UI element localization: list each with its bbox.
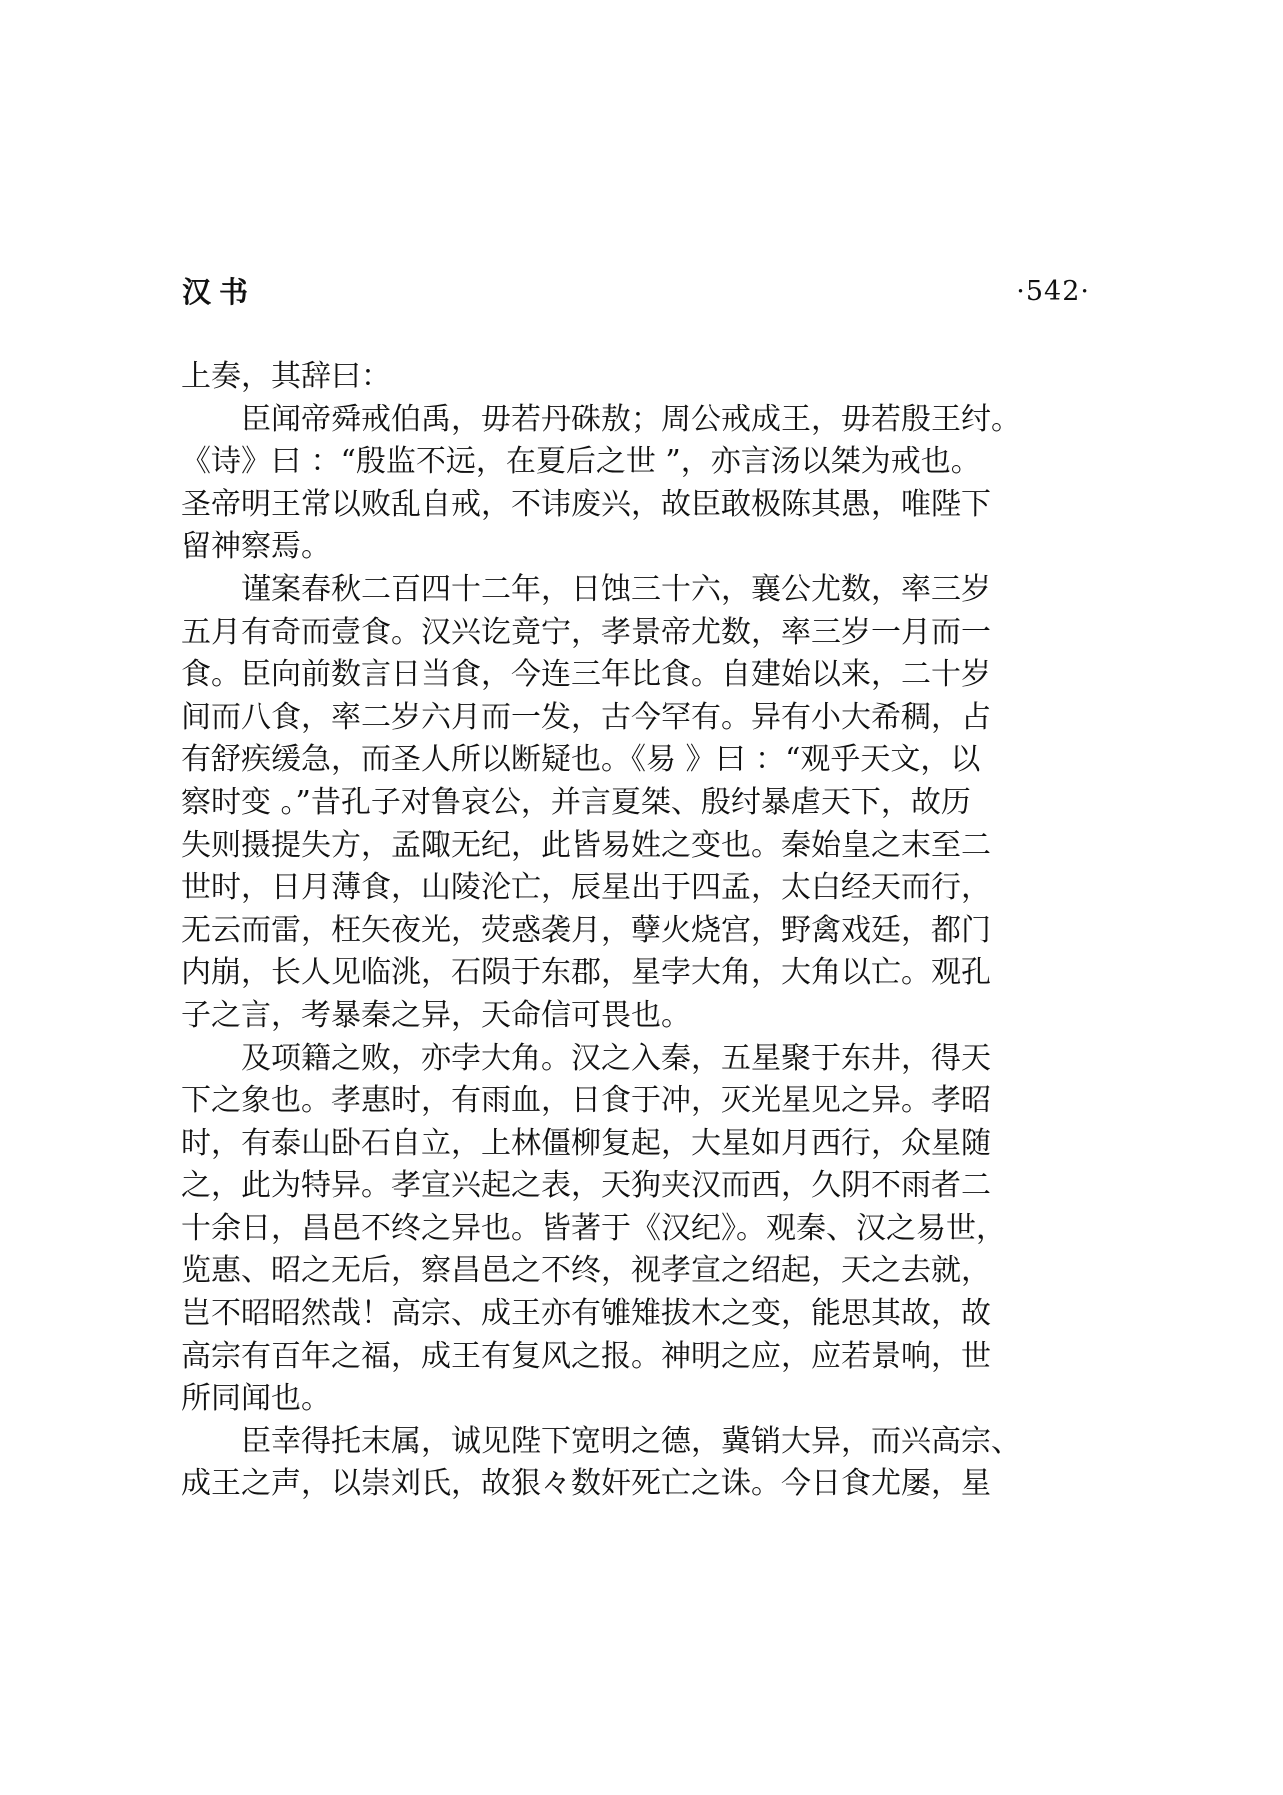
text-line: 成王之声，以崇刘氏，故狠々数奸死亡之诛。今日食尤屡，星 [181, 1466, 991, 1502]
text-line: 之，此为特异。孝宣兴起之表，天狗夹汉而西，久阴不雨者二 [181, 1168, 991, 1204]
text-line: 有舒疾缓急，而圣人所以断疑也。《易 》曰 ：“观乎天文，以 [181, 742, 981, 778]
text-line: 内崩，长人见临洮，石陨于东郡，星孛大角，大角以亡。观孔 [181, 955, 991, 991]
text-line: 间而八食，率二岁六月而一发，古今罕有。异有小大希稠，占 [181, 699, 991, 735]
text-line: 览惠、昭之无后，察昌邑之不终，视孝宣之绍起，天之去就， [181, 1253, 991, 1289]
text-line: 留神察焉。 [181, 529, 331, 565]
book-title: 汉书 [182, 275, 257, 309]
text-line: 高宗有百年之福，成王有复风之报。神明之应，应若景响，世 [181, 1338, 991, 1374]
text-line: 所同闻也。 [181, 1381, 331, 1417]
text-line: 上奏，其辞曰： [181, 359, 391, 394]
text-line: 岂不昭昭然哉！高宗、成王亦有雊雉拔木之变，能思其故，故 [181, 1296, 991, 1332]
text-line: 无云而雷，枉矢夜光，荧惑袭月，孽火烧宫，野禽戏廷，都门 [181, 912, 991, 948]
page-number: ·542· [1016, 276, 1090, 307]
text-line: 及项籍之败，亦孛大角。汉之入秦，五星聚于东井，得天 [181, 1040, 991, 1076]
text-line: 《诗》曰 ：“殷监不远，在夏后之世 ”，亦言汤以桀为戒也。 [181, 444, 981, 480]
running-header [182, 272, 1090, 312]
text-line: 食。臣向前数言日当食，今连三年比食。自建始以来，二十岁 [181, 657, 991, 693]
body-text [181, 356, 1081, 1506]
text-line: 五月有奇而壹食。汉兴讫竟宁，孝景帝尤数，率三岁一月而一 [181, 614, 991, 650]
text-line: 世时，日月薄食，山陵沦亡，辰星出于四孟，太白经天而行， [181, 870, 991, 906]
text-line: 圣帝明王常以败乱自戒，不讳废兴，故臣敢极陈其愚，唯陛下 [181, 486, 991, 522]
text-line: 臣幸得托末属，诚见陛下宽明之德，冀销大异，而兴高宗、 [181, 1423, 1021, 1459]
text-line: 时，有泰山卧石自立，上林僵柳复起，大星如月西行，众星随 [181, 1125, 991, 1161]
text-line: 子之言，考暴秦之异，天命信可畏也。 [181, 997, 691, 1033]
text-line: 谨案春秋二百四十二年，日蚀三十六，襄公尤数，率三岁 [181, 571, 991, 607]
text-line: 下之象也。孝惠时，有雨血，日食于冲，灭光星见之异。孝昭 [181, 1083, 991, 1119]
text-line: 失则摄提失方，孟陬无纪，此皆易姓之变也。秦始皇之末至二 [181, 827, 991, 863]
text-line: 臣闻帝舜戒伯禹，毋若丹硃敖；周公戒成王，毋若殷王纣。 [181, 401, 1021, 437]
text-line: 察时变 。”昔孔子对鲁哀公，并言夏桀、殷纣暴虐天下，故历 [181, 784, 971, 820]
text-line: 十余日，昌邑不终之异也。皆著于《汉纪》。观秦、汉之易世， [181, 1210, 1006, 1246]
